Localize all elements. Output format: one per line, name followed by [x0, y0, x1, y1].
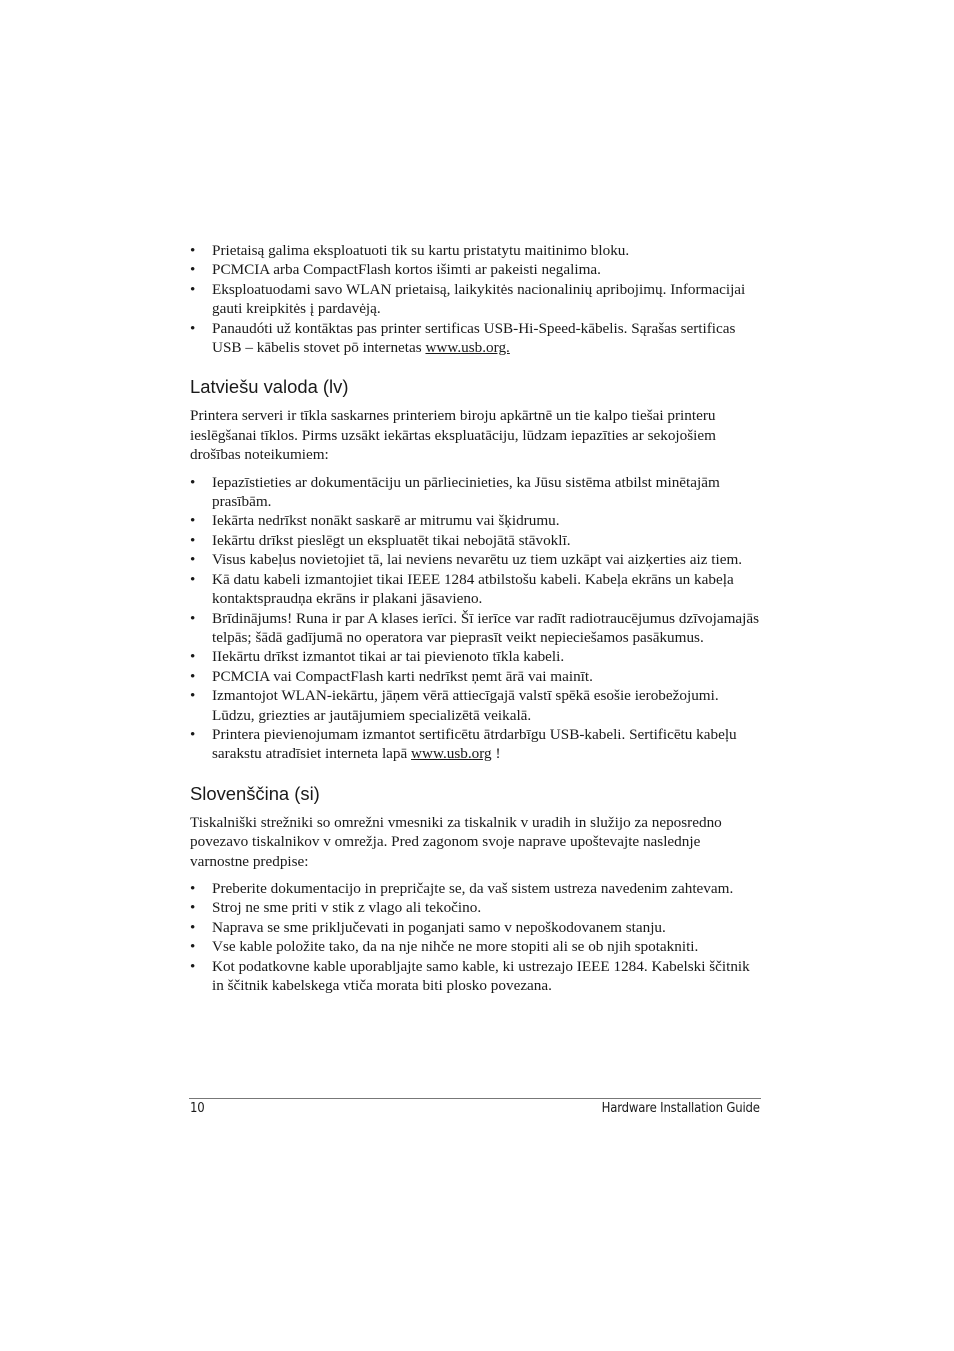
- list-item-text: PCMCIA arba CompactFlash kortos išimti ar pakeisti negalima.: [212, 261, 601, 279]
- list-item: • Visus kabeļus novietojiet tā, lai neviens nevarētu uz tiem uzkāpt vai aizķerties aiz tiem.: [190, 551, 743, 569]
- list-item-text: Preberite dokumentacijo in prepričajte se, da vaš sistem ustreza navedenim zahtevam.: [212, 879, 734, 897]
- list-item-text: Prietaisą galima eksploatuoti tik su kartu pristatytu maitinimo bloku.: [212, 242, 630, 259]
- list-item-text: Naprava se sme priključevati in poganjati samo v nepoškodovanem stanju.: [212, 918, 666, 936]
- list-item-suffix: !: [491, 745, 501, 763]
- footer-title: Hardware Installation Guide: [601, 1101, 760, 1116]
- list-item-text: PCMCIA vai CompactFlash karti nedrīkst ņemt ārā vai mainīt.: [212, 667, 593, 685]
- list-item-text: Kot podatkovne kable uporabljajte samo kable, ki ustrezajo IEEE 1284. Kabelski ščitnik in ščitnik kabelskega vtiča morata biti plosko povezana.: [212, 957, 750, 994]
- list-item-text: Panaudóti už kontāktas pas printer sertificas USB-Hi-Speed-kābelis. Sąrašas sertificas USB – kābelis stovet pō internetas: [212, 319, 736, 357]
- list-item: • Iekārtu drīkst pieslēgt un ekspluatēt tikai nebojātā stāvoklī.: [190, 531, 571, 549]
- list-item: • Vse kable položite tako, da na nje nihče ne more stopiti ali se ob njih spotakniti.: [190, 938, 699, 956]
- list-item-text: Iepazīstieties ar dokumentāciju un pārliecinieties, ka Jūsu sistēma atbilst minētajām prasībām.: [212, 473, 720, 511]
- list-item-text: Iekārtu drīkst pieslēgt un ekspluatēt tikai nebojātā stāvoklī.: [212, 531, 571, 549]
- list-item: • Preberite dokumentacijo in prepričajte se, da vaš sistem ustreza navedenim zahtevam.: [190, 879, 734, 897]
- slovenian-bullet-list: [190, 879, 761, 995]
- list-item: • Izmantojot WLAN-iekārtu, jāņem vērā attiecīgajā valstī spēkā esošie ierobežojumi. Lūdzu, griezties ar jautājumiem specializētā veikalā.: [190, 687, 719, 724]
- list-item: • Kot podatkovne kable uporabljajte samo kable, ki ustrezajo IEEE 1284. Kabelski ščitnik in ščitnik kabelskega vtiča morata biti plosko povezana.: [190, 957, 750, 994]
- list-item: • Panaudóti už kontāktas pas printer sertificas USB-Hi-Speed-kābelis. Sąrašas sertificas USB – kābelis stovet pō internetas www.usb.org.: [190, 319, 736, 357]
- list-item-text: Brīdinājums! Runa ir par A klases ierīci. Šī ierīce var radīt radiotraucējumus dzīvojamajās telpās; šādā gadījumā no operatora var pieprasīt veikt nepieciešamos pasākumus.: [212, 609, 760, 646]
- list-item: • PCMCIA vai CompactFlash karti nedrīkst ņemt ārā vai mainīt.: [190, 667, 593, 685]
- list-item-text: Izmantojot WLAN-iekārtu, jāņem vērā attiecīgajā valstī spēkā esošie ierobežojumi. Lūdzu, griezties ar jautājumiem specializētā veikalā.: [212, 687, 719, 724]
- list-item: • Brīdinājums! Runa ir par A klases ierīci. Šī ierīce var radīt radiotraucējumus dzīvojamajās telpās; šādā gadījumā no operatora var pieprasīt veikt nepieciešamos pasākumus.: [190, 609, 760, 646]
- list-item: • Kā datu kabeli izmantojiet tikai IEEE 1284 atbilstošu kabeli. Kabeļa ekrāns un kabeļa kontaktspraudņa ekrāns ir plakani jāsavieno.: [190, 570, 734, 608]
- latvian-bullet-list: [190, 473, 761, 764]
- list-item-text: Eksploatuodami savo WLAN prietaisą, laikykitės nacionalinių apribojimų. Informacijai gauti kreipkitės į pardavėją.: [212, 280, 746, 318]
- latvian-section-heading: Latviešu valoda (lv): [190, 376, 349, 398]
- list-item: • Stroj ne sme priti v stik z vlago ali tekočino.: [190, 899, 482, 917]
- list-item: • Printera pievienojumam izmantot sertificētu ātrdarbīgu USB-kabeli. Sertificētu kabeļu sarakstu atradīsiet interneta lapā www.usb.org !: [190, 725, 737, 763]
- list-item: • Naprava se sme priključevati in poganjati samo v nepoškodovanem stanju.: [190, 918, 666, 936]
- footer-divider: [189, 1098, 761, 1099]
- list-item: • IIekārtu drīkst izmantot tikai ar tai pievienoto tīkla kabeli.: [190, 648, 565, 666]
- list-item-text: Stroj ne sme priti v stik z vlago ali tekočino.: [212, 899, 482, 917]
- lithuanian-bullet-list: [190, 241, 761, 357]
- page-number: 10: [190, 1101, 205, 1116]
- usb-link[interactable]: www.usb.org.: [425, 339, 510, 357]
- list-item: • Iepazīstieties ar dokumentāciju un pārliecinieties, ka Jūsu sistēma atbilst minētajām prasībām.: [190, 473, 720, 511]
- list-item: • Prietaisą galima eksploatuoti tik su kartu pristatytu maitinimo bloku.: [190, 242, 630, 259]
- list-item-text: Kā datu kabeli izmantojiet tikai IEEE 1284 atbilstošu kabeli. Kabeļa ekrāns un kabeļa kontaktspraudņa ekrāns ir plakani jāsavieno.: [212, 570, 734, 608]
- slovenian-intro-paragraph: Tiskalniški strežniki so omrežni vmesniki za tiskalnik v uradih in služijo za neposredno povezavo tiskalnikov v omrežja. Pred zagonom svoje naprave upoštevajte naslednje varnostne predpise:: [190, 813, 722, 870]
- list-item-text: Visus kabeļus novietojiet tā, lai neviens nevarētu uz tiem uzkāpt vai aizķerties aiz tiem.: [212, 551, 743, 569]
- list-item: • Eksploatuodami savo WLAN prietaisą, laikykitės nacionalinių apribojimų. Informacijai gauti kreipkitės į pardavėją.: [190, 280, 746, 318]
- list-item-text: Iekārta nedrīkst nonākt saskarē ar mitrumu vai šķidrumu.: [212, 512, 560, 530]
- list-item: • Iekārta nedrīkst nonākt saskarē ar mitrumu vai šķidrumu.: [190, 512, 560, 530]
- list-item-text: Vse kable položite tako, da na nje nihče ne more stopiti ali se ob njih spotakniti.: [212, 938, 699, 956]
- page-body: [190, 241, 761, 995]
- usb-link[interactable]: www.usb.org: [411, 745, 492, 763]
- list-item-text: IIekārtu drīkst izmantot tikai ar tai pievienoto tīkla kabeli.: [212, 648, 565, 666]
- list-item: • PCMCIA arba CompactFlash kortos išimti ar pakeisti negalima.: [190, 261, 601, 279]
- latvian-intro-paragraph: Printera serveri ir tīkla saskarnes printeriem biroju apkārtnē un tie kalpo tiešai printeru ieslēgšanai tīklos. Pirms uzsākt iekārtas ekspluatāciju, lūdzam iepazīties ar sekojošiem drošības noteikumiem:: [190, 407, 716, 464]
- list-item-text: Printera pievienojumam izmantot sertificētu ātrdarbīgu USB-kabeli. Sertificētu kabeļu sarakstu atradīsiet interneta lapā: [212, 725, 737, 763]
- slovenian-section-heading: Slovenščina (si): [190, 782, 320, 804]
